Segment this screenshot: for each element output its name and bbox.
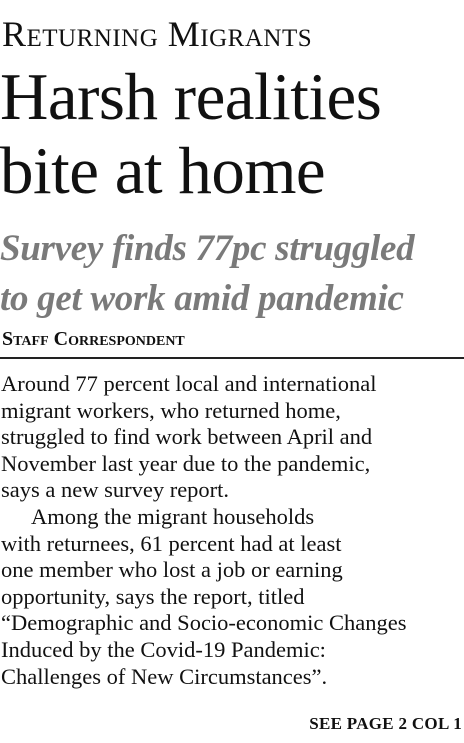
body-line: says a new survey report. <box>1 477 230 503</box>
body-line: one member who lost a job or earning <box>1 557 343 583</box>
body-line: opportunity, says the report, titled <box>1 583 305 609</box>
headline <box>0 60 464 208</box>
body-line: Among the migrant households <box>31 503 315 529</box>
divider-rule <box>0 357 464 359</box>
body-line: November last year due to the pandemic, <box>1 450 371 476</box>
body-line: Induced by the Covid-19 Pandemic: <box>1 636 326 662</box>
headline-line: bite at home <box>0 134 326 208</box>
continued-jump-line: SEE PAGE 2 COL 1 <box>309 714 462 733</box>
body-line: struggled to find work between April and <box>1 424 373 450</box>
deck-line: Survey finds 77pc struggled <box>0 228 415 269</box>
body-line: Challenges of New Circumstances”. <box>1 663 328 689</box>
article-body <box>1 371 464 690</box>
byline: Staff Correspondent <box>2 328 185 350</box>
headline-line: Harsh realities <box>0 60 382 134</box>
body-line: migrant workers, who returned home, <box>1 397 341 423</box>
body-line: with returnees, 61 percent had at least <box>1 530 342 556</box>
body-line: “Demographic and Socio-economic Changes <box>1 610 407 636</box>
kicker: Returning Migrants <box>2 14 313 54</box>
body-line: Around 77 percent local and international <box>1 371 377 396</box>
deck-subheadline <box>0 224 464 324</box>
deck-line: to get work amid pandemic <box>0 278 404 319</box>
